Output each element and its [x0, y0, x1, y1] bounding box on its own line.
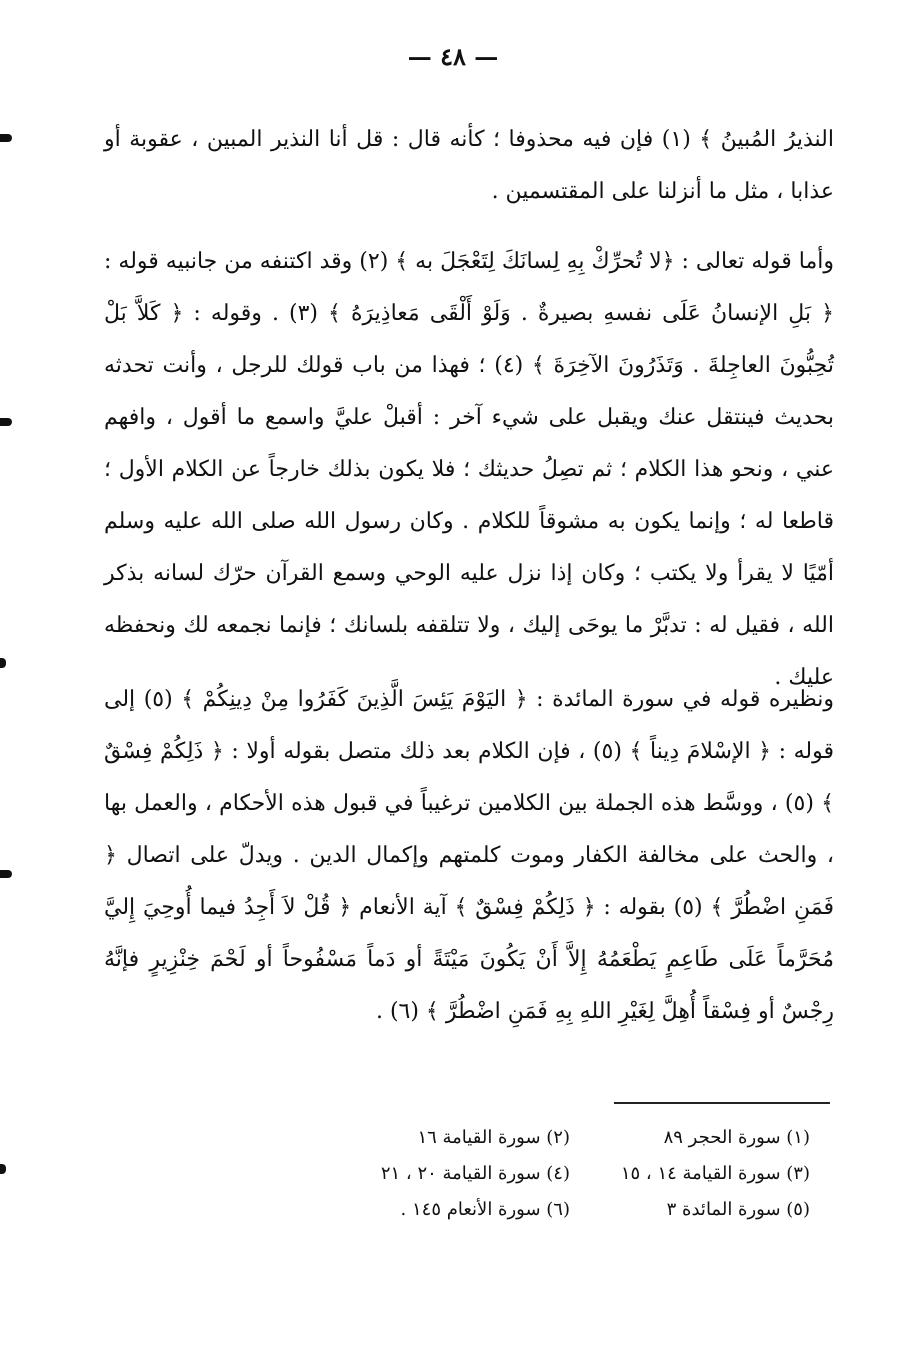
paragraph: [104, 236, 834, 704]
footnote: (٣) سورة القيامة ١٤ ، ١٥: [620, 1163, 810, 1184]
paragraph-text: ونظيره قوله في سورة المائدة : ﴿ اليَوْمَ يَئِسَ الَّذِينَ كَفَرُوا مِنْ دِينِكُمْ ﴾ (٥) إلى قوله : ﴿ الإسْلامَ دِيناً ﴾ (٥) ، فإن الكلام بعد ذلك متصل بقوله أولا : ﴿ ذَلِكُمْ فِسْقٌ ﴾ (٥) ، ووسَّط هذه الجملة بين الكلامين ترغيباً في قبول هذه الأحكام ، والعمل بها ، والحث على مخالفة الكفار وموت كلمتهم وإكمال الدين . ويدلّ على اتصال ﴿ فَمَنِ اضْطُرَّ ﴾ (٥) بقوله : ﴿ ذَلِكُمْ فِسْقٌ ﴾ آية الأنعام ﴿ قُلْ لاَ أَجِدُ فيما أُوحِيَ إِليَّ مُحَرَّماً عَلَى طَاعِمٍ يَطْعَمُهُ إِلاَّ أَنْ يَكُونَ مَيْتَةً أو دَماً مَسْفُوحاً أو لَحْمَ خِنْزِيرٍ فإنَّهُ رِجْسٌ أو فِسْقاً أُهِلَّ لِغَيْرِ اللهِ بِهِ فَمَنِ اضْطُرَّ ﴾ (٦) .: [104, 687, 834, 1024]
scan-edge-mark: [0, 418, 12, 426]
paragraph-text: النذيرُ المُبينُ ﴾ (١) فإن فيه محذوفا ؛ كأنه قال : قل أنا النذير المبين ، عقوبة أو عذابا ، مثل ما أنزلنا على المقتسمين .: [104, 127, 834, 204]
footnote: (١) سورة الحجر ٨٩: [663, 1127, 810, 1148]
paragraph-text: وأما قوله تعالى : ﴿لا تُحرِّكْ بِهِ لِسانَكَ لِتَعْجَلَ به ﴾ (٢) وقد اكتنفه من جانبيه قوله : ﴿ بَلِ الإنسانُ عَلَى نفسهِ بصيرةٌ . وَلَوْ أَلْقَى مَعاذِيرَهُ ﴾ (٣) . وقوله : ﴿ كَلاَّ بَلْ تُحِبُّونَ العاجِلةَ . وَتَذَرُونَ الآخِرَةَ ﴾ (٤) ؛ فهذا من باب قولك للرجل ، وأنت تحدثه بحديث فينتقل عنك ويقبل على شيء آخر : أقبلْ عليَّ واسمع ما أقول ، وافهم عني ، ونحو هذا الكلام ؛ ثم تصِلُ حديثك ؛ فلا يكون بذلك خارجاً عن الكلام الأول ؛ قاطعا له ؛ وإنما يكون به مشوقاً للكلام . وكان رسول الله صلى الله عليه وسلم أمّيًا لا يقرأ ولا يكتب ؛ وكان إذا نزل عليه الوحي وسمع القرآن حرّك لسانه بذكر الله ، فقيل له : تدبَّرْ ما يوحَى إليك ، ولا تتلقفه بلسانك ؛ فإنما نجمعه لك ونحفظه عليك .: [104, 249, 835, 690]
scan-edge-mark: [0, 1164, 6, 1174]
scan-edge-mark: [0, 658, 6, 668]
footnote: (٥) سورة المائدة ٣: [666, 1199, 810, 1220]
paragraph: [104, 114, 834, 218]
paragraph: [104, 674, 834, 1038]
page-number: — ٤٨ —: [407, 42, 499, 71]
footnote: (٦) سورة الأنعام ١٤٥ .: [400, 1199, 570, 1220]
footnotes: [330, 1124, 810, 1224]
footnote: (٢) سورة القيامة ١٦: [417, 1127, 570, 1148]
scan-edge-mark: [0, 870, 12, 878]
footnote-divider: [614, 1102, 830, 1104]
footnote: (٤) سورة القيامة ٢٠ ، ٢١: [380, 1163, 570, 1184]
scan-edge-mark: [0, 134, 12, 142]
